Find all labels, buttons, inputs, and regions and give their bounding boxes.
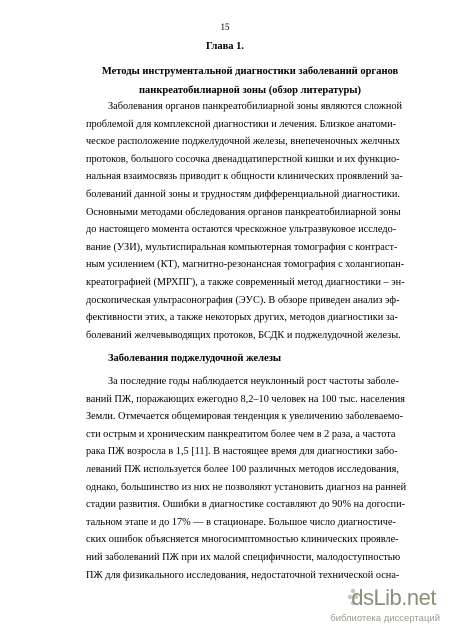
text-line: Земли. Отмечается общемировая тенденция к увеличению заболеваемо- xyxy=(86,411,404,423)
chapter-title-line: панкреатобилиарной зоны (обзор литературы) xyxy=(139,85,361,96)
text-line: однако, большинство из них не позволяют установить диагноз на ранней xyxy=(86,481,407,493)
watermark-logo: dsLib.net xyxy=(351,585,436,610)
text-line: фективности этих, а также некоторых других, методов диагностики за- xyxy=(86,312,398,324)
chapter-heading: Глава 1. xyxy=(205,41,245,52)
text-line: Заболевания органов панкреатобилиарной зоны являются сложной xyxy=(108,101,403,112)
text-line: стадии развития. Ошибки в диагностике составляют до 90% на догоспи- xyxy=(86,499,406,511)
text-line: креатографией (МРХПГ), а также современный метод диагностики – эн- xyxy=(86,276,405,288)
watermark-subtitle: библиотека диссертаций xyxy=(330,613,440,624)
watermark xyxy=(324,585,442,629)
text-line: ваний ПЖ, поражающих ежегодно 8,2–10 человек на 100 тыс. населения xyxy=(86,393,406,405)
text-line: вание (УЗИ), мультиспиральная компьютерная томография с контраст- xyxy=(86,241,398,253)
text-line: ПЖ для физикального исследования, недостаточной технической осна- xyxy=(86,569,400,581)
page-number: 15 xyxy=(220,22,230,32)
text-line: тальном этапе и до 17% — в стационаре. Большое число диагностиче- xyxy=(86,516,396,528)
text-line: проблемой для комплексной диагностики и лечения. Близкое анатоми- xyxy=(86,118,397,130)
text-line: ских ошибок объясняется многосимптомностью клинических проявле- xyxy=(86,534,399,546)
text-line: Основными методами обследования органов панкреатобилиарной зоны xyxy=(86,206,401,218)
text-line: доскопическая ультрасонография (ЭУС). В обзоре приведен анализ эф- xyxy=(86,294,400,306)
text-line: ным усилением (КТ), магнитно-резонансная томография с холангиопан- xyxy=(86,259,405,271)
text-line: ческое расположение поджелудочной железы, внепеченочных желчных xyxy=(86,136,401,148)
paragraph-intro xyxy=(86,98,416,344)
text-line: нальная взаимосвязь приводит к общности клинических проявлений за- xyxy=(86,171,403,183)
chapter-title-line: Методы инструментальной диагностики заболеваний органов xyxy=(101,66,399,77)
text-line: протоков, большого сосочка двенадцатиперстной кишки и их функцио- xyxy=(86,153,400,165)
text-line: болеваний данной зоны и трудностям дифференциальной диагностики. xyxy=(86,188,400,200)
text-line: леваний ПЖ используется более 100 различных методов исследования, xyxy=(86,463,399,475)
text-line: ний заболеваний ПЖ при их малой специфичности, малодоступностью xyxy=(86,551,401,563)
text-line: рака ПЖ возросла в 1,5 [11]. В настоящее время для диагностики забо- xyxy=(86,446,398,458)
text-line: За последние годы наблюдается неуклонный рост частоты заболе- xyxy=(108,376,399,387)
text-line: болеваний желчевыводящих протоков, БСДК и поджелудочной железы. xyxy=(86,329,401,341)
chapter-title xyxy=(80,62,420,100)
text-line: до настоящего момента остаются чрескожное ультразвуковое исследо- xyxy=(86,224,397,236)
text-line: сти острым и хроническим панкреатитом более чем в 2 раза, а частота xyxy=(86,428,396,440)
section-heading: Заболевания поджелудочной железы xyxy=(108,353,282,364)
paragraph-pancreas xyxy=(86,373,416,584)
